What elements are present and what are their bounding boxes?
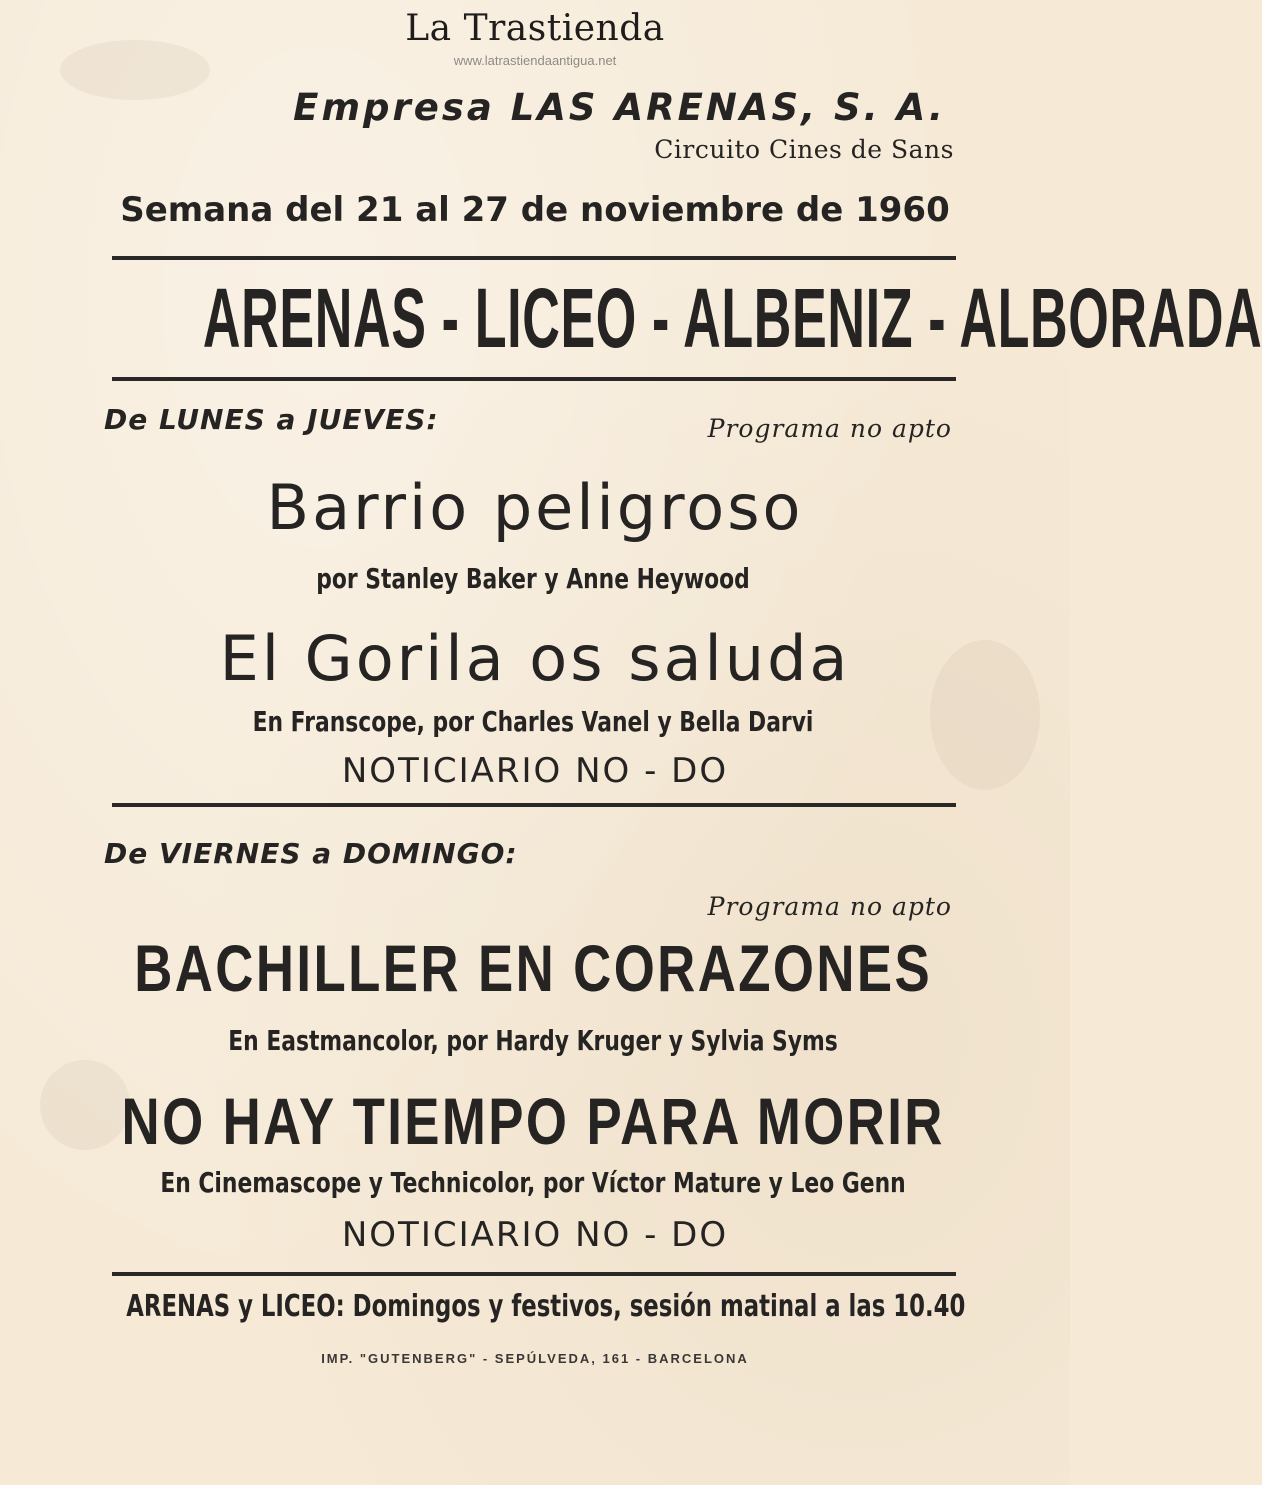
block1-rating: Programa no apto [707, 414, 952, 443]
block2-film2-credits: En Cinemascope y Technicolor, por Víctor Mature y Leo Genn [160, 1166, 906, 1199]
matinee-note: ARENAS y LICEO: Domingos y festivos, sesión matinal a las 10.40 [126, 1289, 966, 1324]
block2-rating: Programa no apto [707, 892, 952, 921]
block2-film1-title: BACHILLER EN CORAZONES [134, 931, 933, 1005]
divider-top [112, 256, 956, 260]
printer-credit: IMP. "GUTENBERG" - SEPÚLVEDA, 161 - BARCELONA [321, 1351, 749, 1366]
watermark-brand: La Trastienda [405, 8, 665, 49]
watermark-url: www.latrastiendaantigua.net [453, 53, 617, 68]
block1-days: De LUNES a JUEVES: [104, 403, 439, 436]
block2-film2-title: NO HAY TIEMPO PARA MORIR [121, 1084, 945, 1158]
circuit-name: Circuito Cines de Sans [654, 135, 954, 164]
divider-middle [112, 803, 956, 807]
block1-film1-credits: por Stanley Baker y Anne Heywood [316, 562, 750, 595]
block1-film1-title: Barrio peligroso [266, 471, 804, 544]
block1-film2-title: El Gorila os saluda [219, 622, 851, 695]
divider-cinemas [112, 377, 956, 381]
block2-days: De VIERNES a DOMINGO: [104, 837, 518, 870]
block2-newsreel: NOTICIARIO NO - DO [341, 1215, 729, 1255]
block2-film1-credits: En Eastmancolor, por Hardy Kruger y Sylvia Syms [228, 1024, 838, 1057]
company-name: Empresa LAS ARENAS, S. A. [293, 86, 946, 129]
divider-bottom [112, 1272, 956, 1276]
block1-newsreel: NOTICIARIO NO - DO [341, 751, 729, 791]
week-dates: Semana del 21 al 27 de noviembre de 1960 [120, 190, 950, 230]
cinema-list: ARENAS - LICEO - ALBENIZ - ALBORADA [202, 271, 1262, 365]
block1-film2-credits: En Franscope, por Charles Vanel y Bella Darvi [252, 705, 814, 738]
